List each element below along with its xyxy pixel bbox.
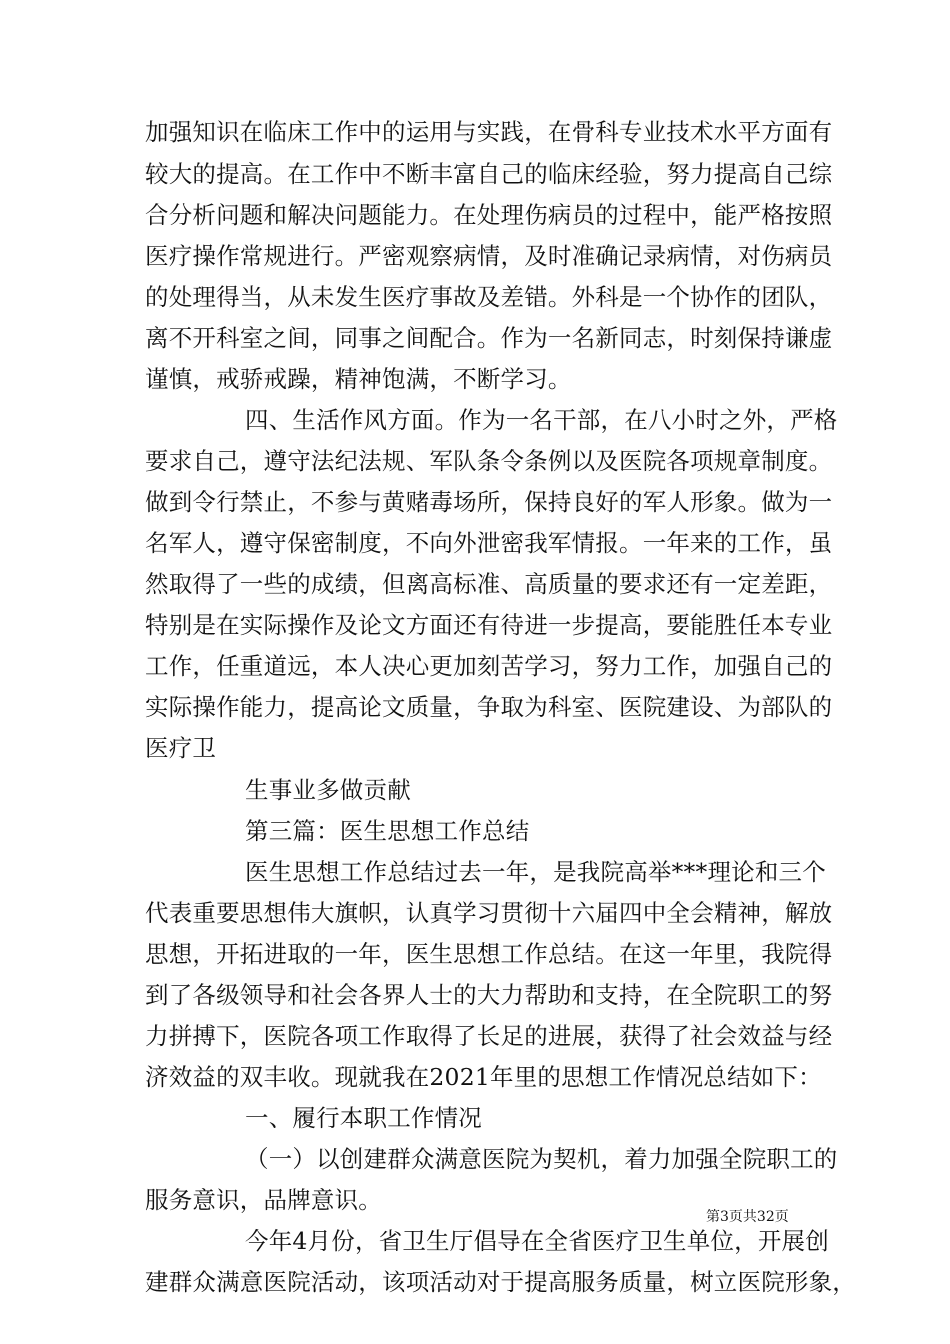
section-heading: 第三篇：医生思想工作总结 xyxy=(245,817,530,845)
paragraph-line: 工作，任重道远，本人决心更加刻苦学习，努力工作，加强自己的 xyxy=(145,652,833,680)
paragraph-line: 实际操作能力，提高论文质量，争取为科室、医院建设、为部队的 xyxy=(145,693,833,721)
paragraph-line: 做到令行禁止，不参与黄赌毒场所，保持良好的军人形象。做为一 xyxy=(145,488,833,516)
paragraph-line: 离不开科室之间，同事之间配合。作为一名新同志，时刻保持谦虚 xyxy=(145,324,833,352)
paragraph-line: 特别是在实际操作及论文方面还有待进一步提高，要能胜任本专业 xyxy=(145,611,833,639)
paragraph-line: 合分析问题和解决问题能力。在处理伤病员的过程中，能严格按照 xyxy=(145,201,833,229)
paragraph-line: （一）以创建群众满意医院为契机，着力加强全院职工的 xyxy=(245,1145,838,1173)
paragraph-line: 今年4月份，省卫生厅倡导在全省医疗卫生单位，开展创 xyxy=(245,1227,829,1255)
paragraph-line: 建群众满意医院活动，该项活动对于提高服务质量，树立医院形象， xyxy=(145,1268,856,1296)
paragraph-line: 要求自己，遵守法纪法规、军队条令条例以及医院各项规章制度。 xyxy=(145,447,833,475)
paragraph-line: 较大的提高。在工作中不断丰富自己的临床经验，努力提高自己综 xyxy=(145,160,833,188)
paragraph-line: 医生思想工作总结过去一年，是我院高举***理论和三个 xyxy=(245,858,826,886)
paragraph-line: 的处理得当，从未发生医疗事故及差错。外科是一个协作的团队， xyxy=(145,283,833,311)
page-number-footer: 第3页共32页 xyxy=(706,1209,789,1225)
paragraph-line: 服务意识，品牌意识。 xyxy=(145,1186,382,1214)
paragraph-line: 思想，开拓进取的一年，医生思想工作总结。在这一年里，我院得 xyxy=(145,940,833,968)
paragraph-line: 代表重要思想伟大旗帜，认真学习贯彻十六届四中全会精神，解放 xyxy=(145,899,833,927)
paragraph-line: 济效益的双丰收。现就我在2021年里的思想工作情况总结如下： xyxy=(145,1063,822,1091)
paragraph-line: 医疗操作常规进行。严密观察病情，及时准确记录病情，对伤病员 xyxy=(145,242,833,270)
paragraph-line: 力拼搏下，医院各项工作取得了长足的进展，获得了社会效益与经 xyxy=(145,1022,833,1050)
paragraph-line: 谨慎，戒骄戒躁，精神饱满，不断学习。 xyxy=(145,365,572,393)
paragraph-line: 医疗卫 xyxy=(145,734,217,762)
paragraph-line: 到了各级领导和社会各界人士的大力帮助和支持，在全院职工的努 xyxy=(145,981,833,1009)
paragraph-line: 然取得了一些的成绩，但离高标准、高质量的要求还有一定差距， xyxy=(145,570,833,598)
paragraph-line: 四、生活作风方面。作为一名干部，在八小时之外，严格 xyxy=(245,406,838,434)
subsection-heading: 一、履行本职工作情况 xyxy=(245,1104,482,1132)
paragraph-line: 名军人，遵守保密制度，不向外泄密我军情报。一年来的工作，虽 xyxy=(145,529,833,557)
paragraph-line: 加强知识在临床工作中的运用与实践，在骨科专业技术水平方面有 xyxy=(145,118,833,146)
paragraph-line: 生事业多做贡献 xyxy=(245,776,411,804)
